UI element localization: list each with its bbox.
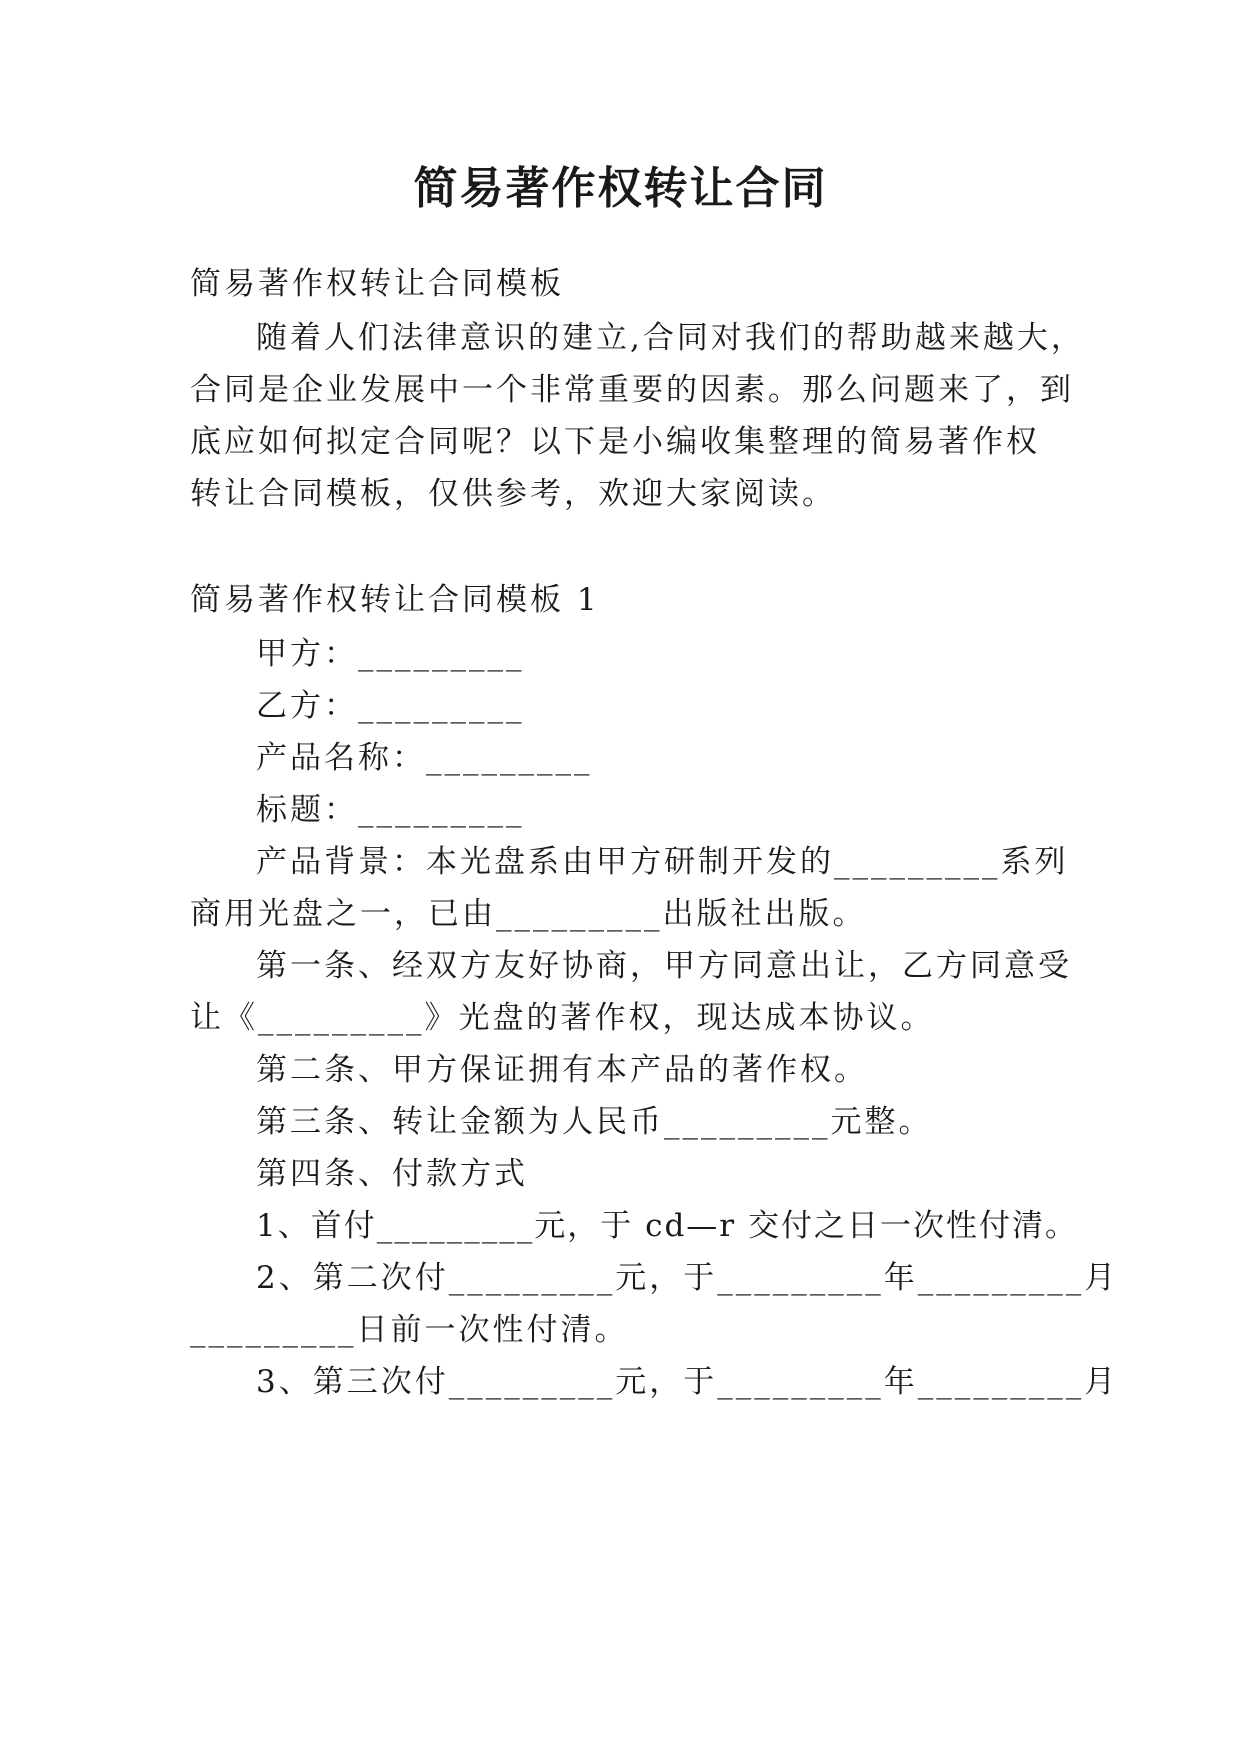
payment-2-line-1: 2、第二次付_________元，于_________年_________月 [256, 1260, 1119, 1296]
subtitle: 简易著作权转让合同模板 [190, 266, 564, 302]
field-party-a: 甲方：_________ [256, 636, 525, 672]
intro-line-1: 随着人们法律意识的建立,合同对我们的帮助越来越大， [256, 320, 1085, 356]
article1-line-1: 第一条、经双方友好协商，甲方同意出让，乙方同意受 [256, 948, 1072, 984]
article4: 第四条、付款方式 [256, 1156, 528, 1192]
payment-2-line-2: _________日前一次性付清。 [190, 1312, 629, 1348]
payment-1: 1、首付_________元，于 cd—r 交付之日一次性付清。 [256, 1208, 1078, 1244]
intro-line-2: 合同是企业发展中一个非常重要的因素。那么问题来了，到 [190, 372, 1074, 408]
article1-line-2: 让《_________》光盘的著作权，现达成本协议。 [190, 1000, 935, 1036]
article3: 第三条、转让金额为人民币_________元整。 [256, 1104, 933, 1140]
intro-line-3: 底应如何拟定合同呢？以下是小编收集整理的简易著作权 [190, 424, 1040, 460]
background-line-2: 商用光盘之一，已由_________出版社出版。 [190, 896, 867, 932]
article2: 第二条、甲方保证拥有本产品的著作权。 [256, 1052, 868, 1088]
background-line-1: 产品背景：本光盘系由甲方研制开发的_________系列 [256, 844, 1069, 880]
section-heading: 简易著作权转让合同模板 1 [190, 582, 600, 618]
document-title: 简易著作权转让合同 [413, 163, 828, 214]
field-heading: 标题：_________ [256, 792, 525, 828]
field-party-b: 乙方：_________ [256, 688, 525, 724]
intro-line-4: 转让合同模板，仅供参考，欢迎大家阅读。 [190, 476, 836, 512]
payment-3-line-1: 3、第三次付_________元，于_________年_________月 [256, 1364, 1119, 1400]
field-product-name: 产品名称：_________ [256, 740, 593, 776]
